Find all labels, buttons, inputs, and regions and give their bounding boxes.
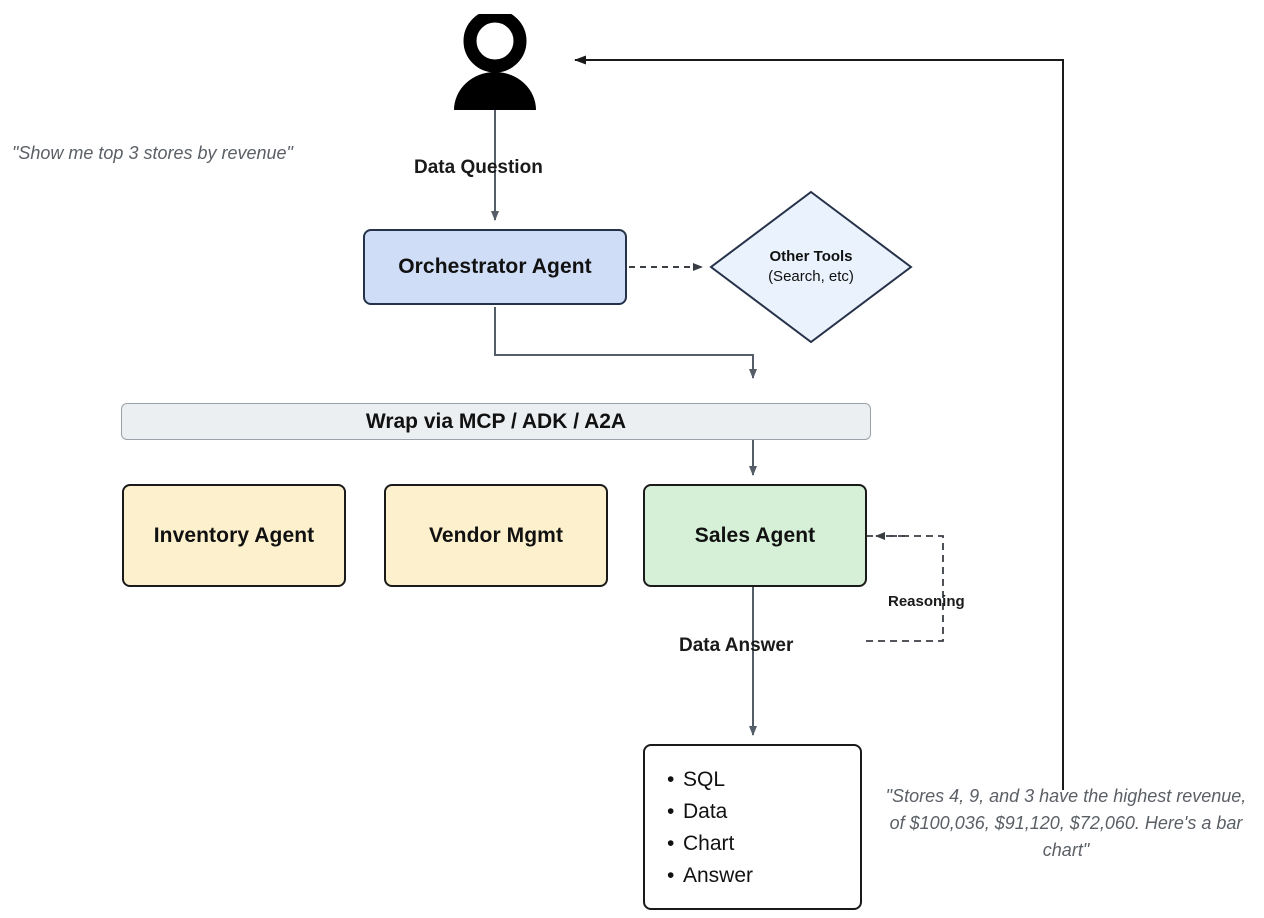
node-inventory-agent-label: Inventory Agent — [153, 523, 315, 547]
node-vendor-mgmt-label: Vendor Mgmt — [428, 523, 564, 547]
node-output-artifacts[interactable] — [643, 744, 862, 910]
edge-label-data-answer: Data Answer — [679, 635, 794, 656]
node-other-tools-label — [711, 192, 911, 342]
edge-label-reasoning: Reasoning — [888, 593, 965, 610]
node-vendor-mgmt[interactable] — [384, 484, 608, 587]
user-person-icon — [444, 14, 546, 110]
node-wrap-layer[interactable] — [121, 403, 871, 440]
node-orchestrator-agent[interactable] — [363, 229, 627, 305]
node-inventory-agent[interactable] — [122, 484, 346, 587]
list-item: • Answer — [683, 860, 860, 892]
edge-label-data-question: Data Question — [414, 157, 543, 178]
node-wrap-layer-label: Wrap via MCP / ADK / A2A — [365, 409, 627, 433]
node-other-tools-label-line1: Other Tools — [769, 247, 853, 265]
list-item: • Chart — [683, 828, 860, 860]
node-sales-agent-label: Sales Agent — [694, 523, 816, 547]
node-other-tools[interactable] — [711, 192, 911, 342]
output-artifact-list — [667, 764, 860, 893]
answer-quote: "Stores 4, 9, and 3 have the highest revenue, of $100,036, $91,120, $72,060. Here's a bar chart" — [885, 786, 1247, 860]
node-other-tools-label-line2: (Search, etc) — [768, 268, 854, 285]
node-orchestrator-agent-label: Orchestrator Agent — [398, 255, 592, 278]
list-item: • Data — [683, 796, 860, 828]
user-quote: "Show me top 3 stores by revenue" — [12, 143, 293, 163]
node-sales-agent[interactable] — [643, 484, 867, 587]
list-item: • SQL — [683, 764, 860, 796]
